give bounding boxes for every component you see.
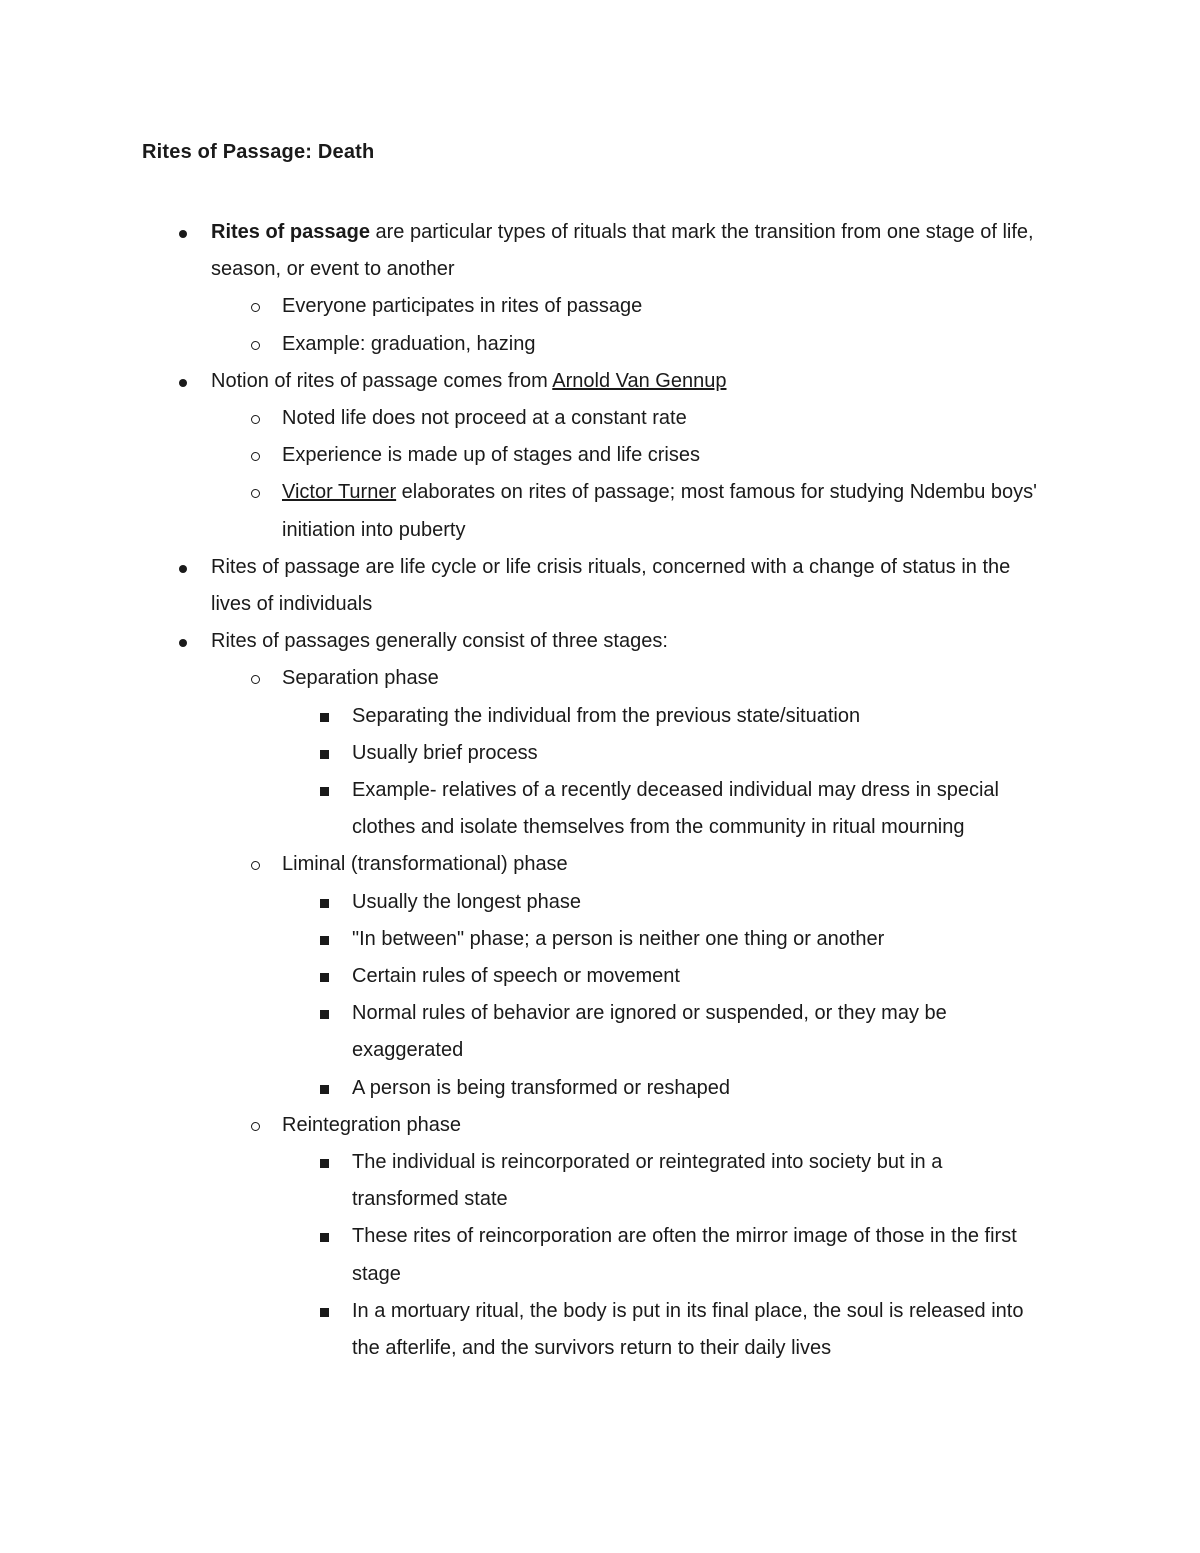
item-text: Rites of passage are life cycle or life crisis rituals, concerned with a change of status in the lives of individuals bbox=[211, 555, 1011, 616]
list-item bbox=[0, 995, 1054, 1069]
list-item bbox=[0, 549, 1051, 623]
list-item bbox=[0, 437, 1052, 474]
item-text: Example- relatives of a recently deceased individual may dress in special clothes and isolate themselves from the community in ritual mourning bbox=[352, 779, 999, 839]
notes-outline bbox=[0, 214, 1200, 1367]
item-text: Separating the individual from the previous state/situation bbox=[352, 704, 861, 727]
list-item bbox=[0, 623, 1051, 660]
bullet-square-icon bbox=[314, 1144, 334, 1181]
list-item bbox=[0, 474, 1052, 548]
phase-heading: Separation phase bbox=[282, 667, 439, 690]
bullet-circle-icon bbox=[245, 326, 265, 363]
list-item bbox=[0, 884, 1054, 921]
list-item bbox=[0, 698, 1054, 735]
bullet-circle-icon bbox=[245, 288, 265, 325]
item-text: The individual is reincorporated or reintegrated into society but in a transformed state bbox=[352, 1151, 943, 1211]
list-item bbox=[0, 214, 1051, 288]
bullet-circle-icon bbox=[245, 846, 265, 883]
bullet-square-icon bbox=[314, 735, 334, 772]
bullet-square-icon bbox=[314, 884, 334, 921]
list-item bbox=[0, 772, 1054, 846]
underlined-name: Victor Turner bbox=[282, 481, 397, 504]
bullet-dot-icon bbox=[173, 363, 193, 400]
item-text: Rites of passages generally consist of three stages: bbox=[211, 630, 668, 653]
bullet-square-icon bbox=[314, 995, 334, 1032]
term-bold: Rites of passage bbox=[211, 221, 370, 243]
bullet-dot-icon bbox=[173, 214, 193, 251]
item-text: "In between" phase; a person is neither one thing or another bbox=[352, 927, 885, 950]
item-text: Everyone participates in rites of passage bbox=[282, 295, 643, 318]
bullet-square-icon bbox=[314, 1070, 334, 1107]
list-item bbox=[0, 735, 1054, 772]
item-text: Noted life does not proceed at a constant rate bbox=[282, 407, 687, 430]
bullet-square-icon bbox=[314, 1218, 334, 1255]
item-text: Experience is made up of stages and life crises bbox=[282, 444, 700, 467]
item-text: elaborates on rites of passage; most famous for studying Ndembu boys' initiation into puberty bbox=[282, 481, 1037, 541]
list-item bbox=[0, 958, 1054, 995]
item-text: Normal rules of behavior are ignored or suspended, or they may be exaggerated bbox=[352, 1002, 947, 1062]
list-item bbox=[0, 288, 1052, 325]
phase-heading: Reintegration phase bbox=[282, 1113, 462, 1136]
bullet-circle-icon bbox=[245, 660, 265, 697]
document-title: Rites of Passage: Death bbox=[142, 141, 375, 163]
list-item bbox=[0, 1144, 1054, 1218]
phase-heading: Liminal (transformational) phase bbox=[282, 853, 568, 876]
bullet-circle-icon bbox=[245, 474, 265, 511]
bullet-circle-icon bbox=[245, 1107, 265, 1144]
list-item bbox=[0, 1070, 1054, 1107]
item-text: Usually brief process bbox=[352, 741, 538, 764]
item-text: Example: graduation, hazing bbox=[282, 332, 536, 355]
bullet-square-icon bbox=[314, 1293, 334, 1330]
bullet-dot-icon bbox=[173, 549, 193, 586]
item-text: are particular types of rituals that mark the transition from one stage of life, season, or event to another bbox=[211, 221, 1034, 281]
item-text: Certain rules of speech or movement bbox=[352, 965, 680, 988]
list-item bbox=[0, 400, 1052, 437]
item-text: In a mortuary ritual, the body is put in its final place, the soul is released into the afterlife, and the survivors return to their daily lives bbox=[352, 1299, 1024, 1360]
list-item bbox=[0, 1293, 1054, 1367]
bullet-dot-icon bbox=[173, 623, 193, 660]
item-text: A person is being transformed or reshaped bbox=[352, 1076, 730, 1099]
bullet-circle-icon bbox=[245, 400, 265, 437]
list-item bbox=[0, 1107, 1052, 1144]
bullet-square-icon bbox=[314, 698, 334, 735]
underlined-name: Arnold Van Gennup bbox=[552, 369, 727, 392]
item-text: Notion of rites of passage comes from bbox=[211, 369, 553, 392]
list-item bbox=[0, 846, 1052, 883]
list-item bbox=[0, 660, 1052, 697]
bullet-circle-icon bbox=[245, 437, 265, 474]
list-item bbox=[0, 921, 1054, 958]
list-item bbox=[0, 1218, 1054, 1292]
list-item bbox=[0, 363, 1051, 400]
bullet-square-icon bbox=[314, 958, 334, 995]
item-text: These rites of reincorporation are often the mirror image of those in the first stage bbox=[352, 1225, 1017, 1285]
bullet-square-icon bbox=[314, 921, 334, 958]
bullet-square-icon bbox=[314, 772, 334, 809]
item-text: Usually the longest phase bbox=[352, 890, 582, 913]
list-item bbox=[0, 326, 1052, 363]
